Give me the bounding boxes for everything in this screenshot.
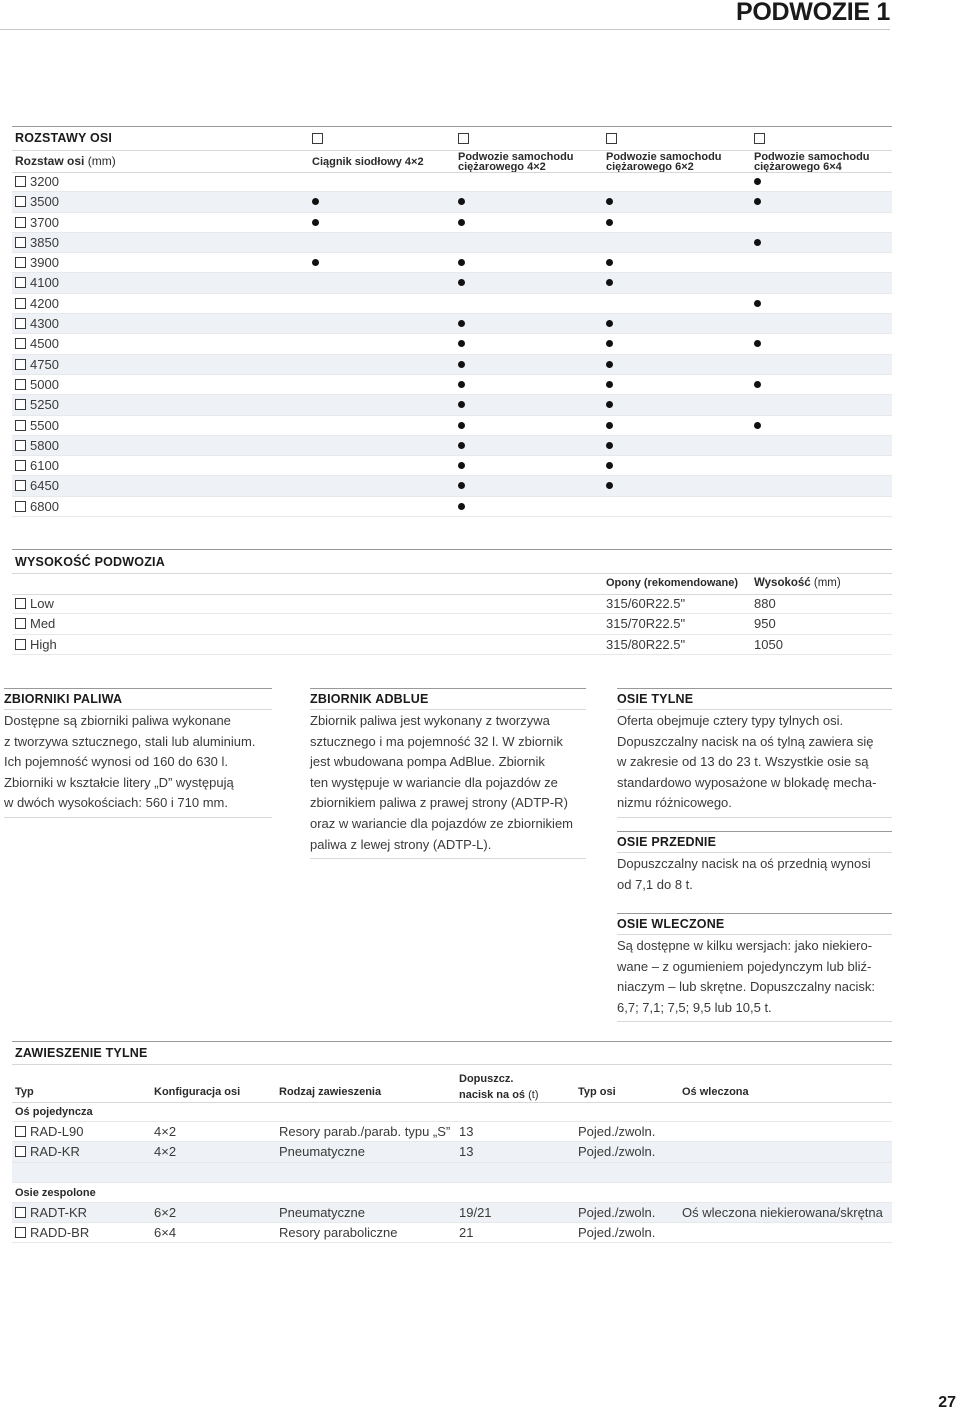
column-checkbox-3[interactable] <box>606 133 617 144</box>
tag-axles-text: Są dostępne w kilku wersjach: jako niekiero- wane – z ogumieniem pojedynczym lub bliź- niaczym – lub skrętne. Dopuszczalny nacisk: 6,7; 7,1; 7,5; 9,5 lub 10,5 t. <box>617 936 892 1022</box>
col-head-load: Dopuszcz. nacisk na oś (t) <box>459 1073 539 1101</box>
axle-spacing-value: 3700 <box>30 214 59 230</box>
axle-spacing-value: 5000 <box>30 376 59 392</box>
fuel-tanks-title: ZBIORNIKI PALIWA <box>4 688 272 710</box>
axle-spacing-title: ROZSTAWY OSI <box>15 131 113 145</box>
checkbox[interactable] <box>15 176 26 187</box>
checkbox[interactable] <box>15 217 26 228</box>
availability-dot <box>754 198 761 205</box>
axle-spacing-row <box>12 233 892 253</box>
axle-spacing-value: 3900 <box>30 255 59 271</box>
axle-spacing-row <box>12 497 892 517</box>
axle-spacing-row <box>12 213 892 233</box>
availability-dot <box>754 178 761 185</box>
checkbox[interactable] <box>15 480 26 491</box>
availability-dot <box>458 462 465 469</box>
checkbox[interactable] <box>15 379 26 390</box>
axle-spacing-value: 4300 <box>30 316 59 332</box>
checkbox[interactable] <box>15 257 26 268</box>
table-row: RADD-BR 6×4 Resory paraboliczne 21 Pojed./zwoln. <box>12 1223 892 1243</box>
height-row: High 315/80R22.5" 1050 <box>12 635 892 655</box>
availability-dot <box>606 482 613 489</box>
availability-dot <box>754 239 761 246</box>
axle-spacing-value: 6450 <box>30 478 59 494</box>
height-row: Low 315/60R22.5" 880 <box>12 594 892 614</box>
axle-spacing-row <box>12 172 892 192</box>
column-checkbox-4[interactable] <box>754 133 765 144</box>
checkbox[interactable] <box>15 359 26 370</box>
axle-spacing-row <box>12 192 892 212</box>
axle-spacing-row <box>12 273 892 293</box>
axle-spacing-value: 6800 <box>30 498 59 514</box>
col-head-axle-type: Typ osi <box>578 1086 616 1098</box>
axle-spacing-row <box>12 476 892 496</box>
axle-spacing-row <box>12 456 892 476</box>
availability-dot <box>754 381 761 388</box>
page-number: 27 <box>938 1394 956 1411</box>
axle-spacing-row <box>12 314 892 334</box>
availability-dot <box>458 482 465 489</box>
column-checkbox-2[interactable] <box>458 133 469 144</box>
axle-spacing-row <box>12 395 892 415</box>
checkbox[interactable] <box>15 1126 26 1137</box>
availability-dot <box>458 361 465 368</box>
axle-spacing-row <box>12 294 892 314</box>
checkbox[interactable] <box>15 460 26 471</box>
availability-dot <box>458 198 465 205</box>
checkbox[interactable] <box>15 639 26 650</box>
axle-spacing-row <box>12 253 892 273</box>
checkbox[interactable] <box>15 277 26 288</box>
checkbox[interactable] <box>15 338 26 349</box>
table-row: RADT-KR 6×2 Pneumatyczne 19/21 Pojed./zwoln. Oś wleczona niekierowana/skrętna <box>12 1203 892 1223</box>
axle-col-head-2: Podwozie samochodu ciężarowego 4×2 <box>458 151 574 173</box>
adblue-title: ZBIORNIK ADBLUE <box>310 688 586 710</box>
availability-dot <box>754 422 761 429</box>
axle-spacing-table <box>12 172 892 517</box>
checkbox[interactable] <box>15 420 26 431</box>
availability-dot <box>754 300 761 307</box>
checkbox[interactable] <box>15 399 26 410</box>
col-head-config: Konfiguracja osi <box>154 1086 241 1098</box>
availability-dot <box>606 219 613 226</box>
availability-dot <box>606 340 613 347</box>
availability-dot <box>606 259 613 266</box>
availability-dot <box>458 401 465 408</box>
axle-spacing-value: 4200 <box>30 295 59 311</box>
col-head-type: Typ <box>15 1086 34 1098</box>
table-row: RAD-L90 4×2 Resory parab./parab. typu „S” 13 Pojed./zwoln. <box>12 1122 892 1142</box>
adblue-block <box>310 688 586 859</box>
availability-dot <box>458 259 465 266</box>
axle-spacing-row <box>12 436 892 456</box>
checkbox[interactable] <box>15 440 26 451</box>
checkbox[interactable] <box>15 196 26 207</box>
availability-dot <box>458 340 465 347</box>
checkbox[interactable] <box>15 1207 26 1218</box>
front-axles-title: OSIE PRZEDNIE <box>617 831 892 853</box>
axle-spacing-value: 3850 <box>30 234 59 250</box>
availability-dot <box>458 442 465 449</box>
checkbox[interactable] <box>15 598 26 609</box>
col-head-tag-axle: Oś wleczona <box>682 1086 749 1098</box>
availability-dot <box>606 198 613 205</box>
axle-spacing-value: 4100 <box>30 275 59 291</box>
rear-axles-title: OSIE TYLNE <box>617 688 892 710</box>
rear-suspension-table <box>12 1102 892 1243</box>
checkbox[interactable] <box>15 318 26 329</box>
axle-spacing-value: 5800 <box>30 437 59 453</box>
axle-spacing-value: 4500 <box>30 336 59 352</box>
group-header-tandem: Osie zespolone <box>12 1183 892 1203</box>
axle-col-label: Rozstaw osi (mm) <box>15 154 116 168</box>
checkbox[interactable] <box>15 237 26 248</box>
fuel-tanks-text: Dostępne są zbiorniki paliwa wykonane z tworzywa sztucznego, stali lub aluminium. Ich pojemność wynosi od 160 do 630 l. Zbiorniki w kształcie litery „D” występują w dwóch wysokościach: 560 i 710 mm. <box>4 711 272 818</box>
tag-axles-title: OSIE WLECZONE <box>617 913 892 935</box>
front-axles-block <box>617 831 892 898</box>
axle-col-head-1: Ciągnik siodłowy 4×2 <box>312 156 424 168</box>
axle-spacing-value: 4750 <box>30 356 59 372</box>
rear-axles-block <box>617 688 892 818</box>
tires-col-head: Opony (rekomendowane) <box>606 577 739 589</box>
axle-col-head-4: Podwozie samochodu ciężarowego 6×4 <box>754 151 870 173</box>
tag-axles-block <box>617 913 892 1022</box>
rear-axles-text: Oferta obejmuje cztery typy tylnych osi. Dopuszczalny nacisk na oś tylną zawiera się w zakresie od 13 do 23 t. Wszystkie osie są standardowo wyposażone w blokadę mecha- nizmu różnicowego. <box>617 711 892 818</box>
group-header-single: Oś pojedyncza <box>12 1102 892 1122</box>
column-checkbox-1[interactable] <box>312 133 323 144</box>
checkbox[interactable] <box>15 298 26 309</box>
availability-dot <box>606 422 613 429</box>
axle-spacing-value: 6100 <box>30 458 59 474</box>
availability-dot <box>606 442 613 449</box>
axle-spacing-section <box>12 126 892 518</box>
axle-spacing-value: 3500 <box>30 194 59 210</box>
height-col-head: Wysokość (mm) <box>754 577 841 589</box>
spacer-row <box>12 1163 892 1183</box>
availability-dot <box>606 361 613 368</box>
front-axles-text: Dopuszczalny nacisk na oś przednią wynosi od 7,1 do 8 t. <box>617 856 871 892</box>
axle-spacing-row <box>12 334 892 354</box>
checkbox[interactable] <box>15 1227 26 1238</box>
chassis-height-title: WYSOKOŚĆ PODWOZIA <box>15 555 165 569</box>
availability-dot <box>606 401 613 408</box>
availability-dot <box>458 422 465 429</box>
page-header <box>0 0 890 30</box>
availability-dot <box>606 279 613 286</box>
availability-dot <box>754 340 761 347</box>
fuel-tanks-block <box>4 688 272 818</box>
rear-suspension-title: ZAWIESZENIE TYLNE <box>15 1046 148 1060</box>
availability-dot <box>458 381 465 388</box>
availability-dot <box>458 320 465 327</box>
availability-dot <box>458 279 465 286</box>
axle-spacing-value: 3200 <box>30 174 59 189</box>
availability-dot <box>606 462 613 469</box>
availability-dot <box>312 198 319 205</box>
availability-dot <box>312 219 319 226</box>
checkbox[interactable] <box>15 501 26 512</box>
adblue-text: Zbiornik paliwa jest wykonany z tworzywa sztucznego i ma pojemność 32 l. W zbiornik jest wbudowana pompa AdBlue. Zbiornik ten występuje w wariancie dla pojazdów ze zbiornikiem paliwa z prawej strony (ADTP-R) oraz w wariancie dla pojazdów ze zbiornikiem paliwa z lewej strony (ADTP-L). <box>310 711 586 859</box>
axle-spacing-row <box>12 375 892 395</box>
availability-dot <box>458 219 465 226</box>
col-head-suspension: Rodzaj zawieszenia <box>279 1086 382 1098</box>
chassis-height-section <box>12 549 892 657</box>
page-title: PODWOZIE 1 <box>736 0 890 26</box>
axle-spacing-value: 5500 <box>30 417 59 433</box>
height-row: Med 315/70R22.5" 950 <box>12 614 892 634</box>
checkbox[interactable] <box>15 618 26 629</box>
axle-spacing-value: 5250 <box>30 397 59 413</box>
axle-col-head-3: Podwozie samochodu ciężarowego 6×2 <box>606 151 722 173</box>
chassis-height-table <box>12 594 892 655</box>
availability-dot <box>606 381 613 388</box>
availability-dot <box>606 320 613 327</box>
axle-spacing-row <box>12 355 892 375</box>
availability-dot <box>458 503 465 510</box>
rear-suspension-section <box>12 1041 892 1246</box>
axle-spacing-row <box>12 416 892 436</box>
table-row: RAD-KR 4×2 Pneumatyczne 13 Pojed./zwoln. <box>12 1142 892 1162</box>
checkbox[interactable] <box>15 1146 26 1157</box>
availability-dot <box>312 259 319 266</box>
